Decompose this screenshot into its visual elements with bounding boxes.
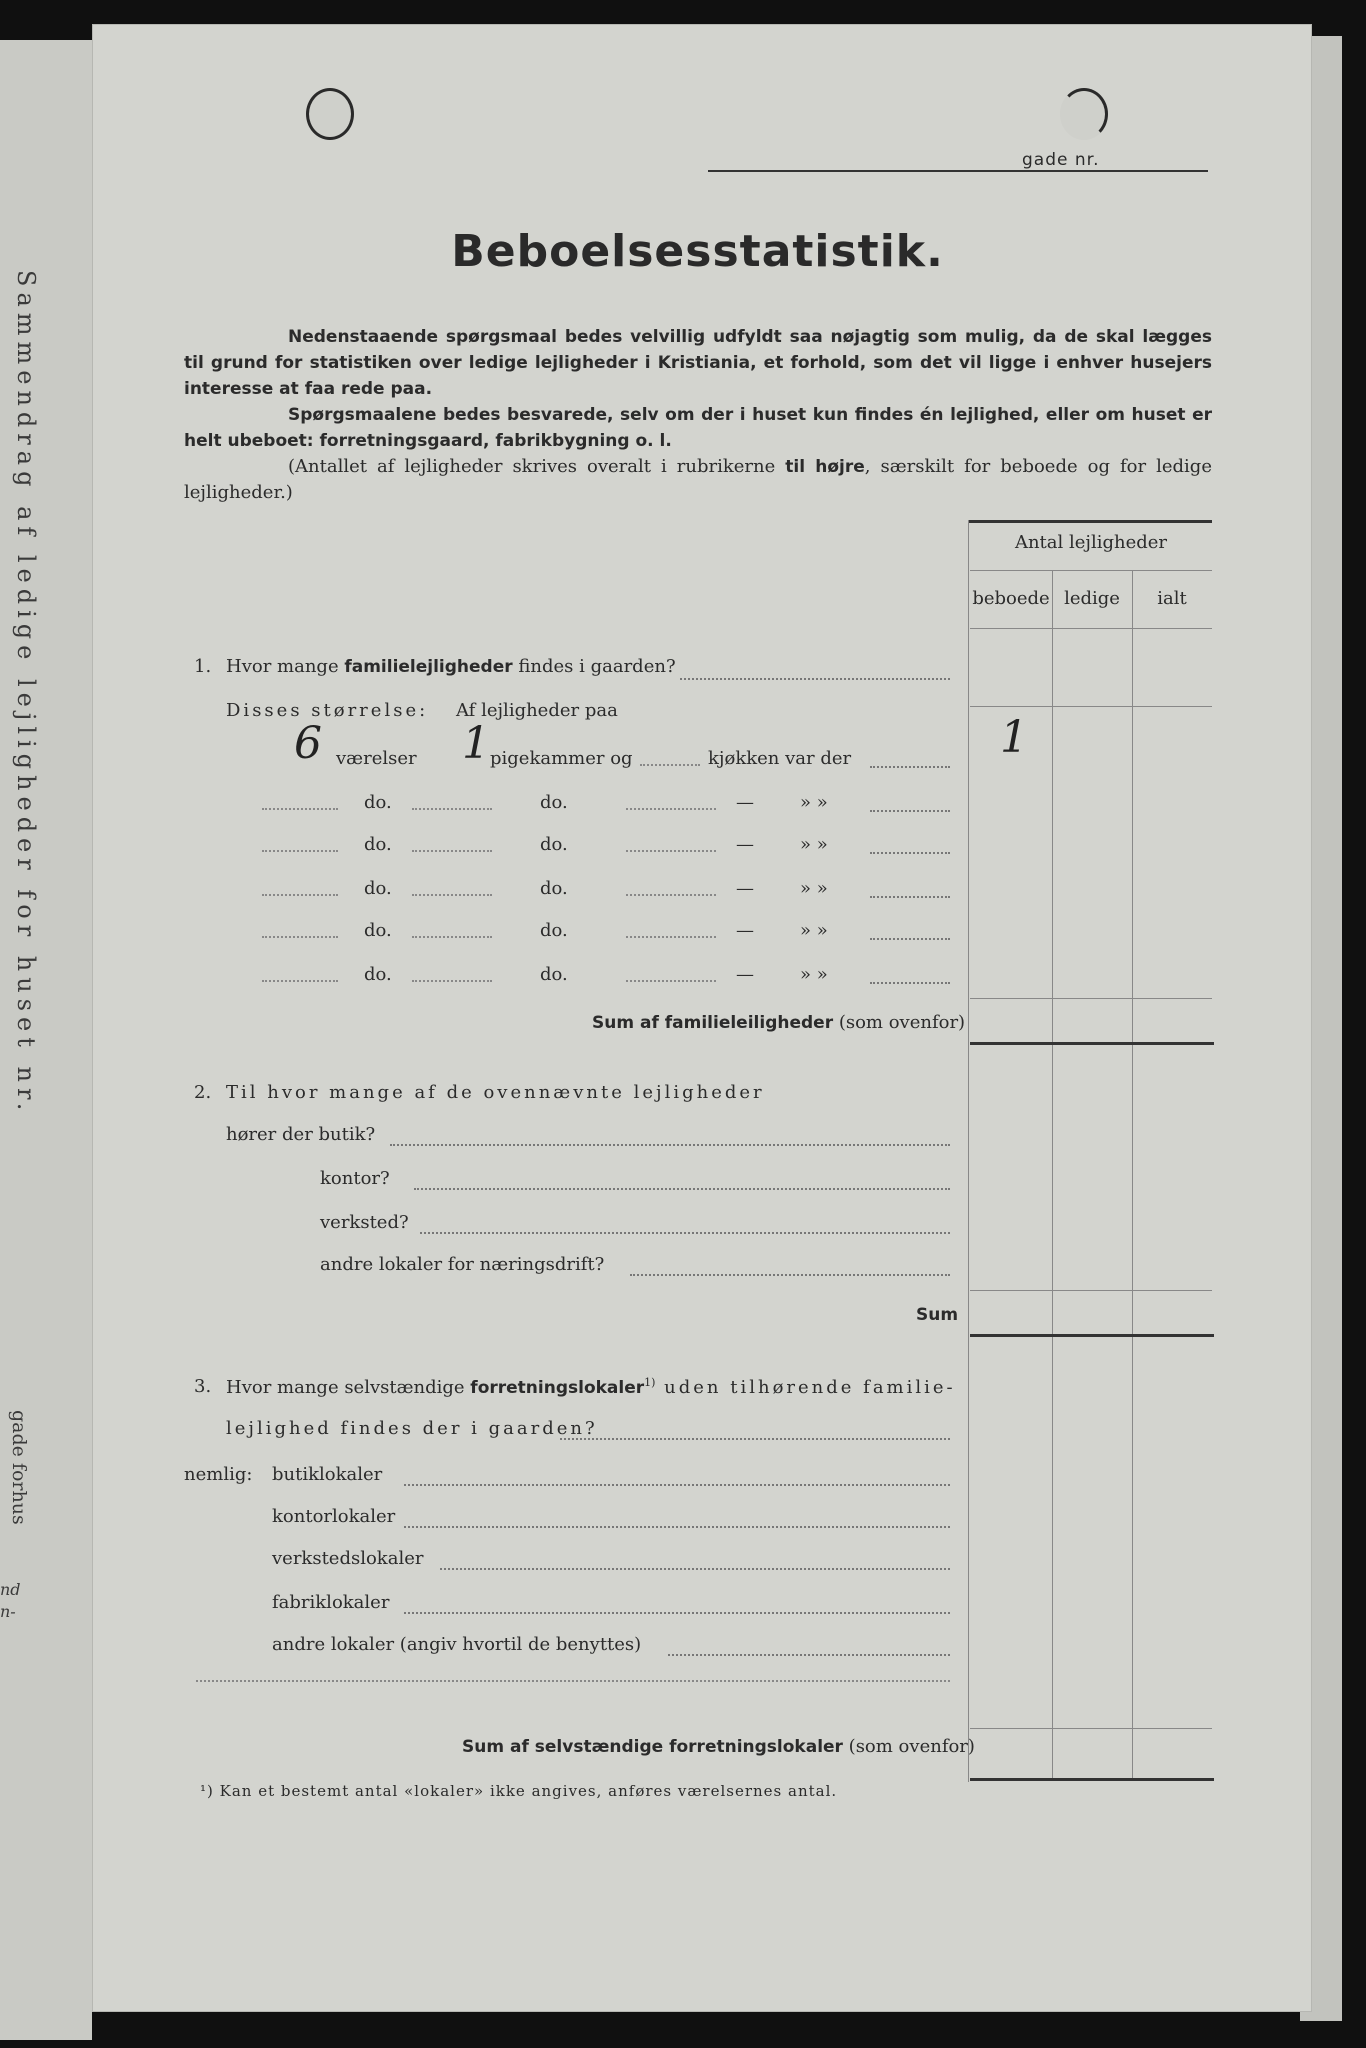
kitchen-field[interactable] <box>626 894 716 896</box>
left-page-vertical-text-2: gade forhus <box>8 1410 30 1525</box>
q1-rooms-label: værelser <box>336 748 417 769</box>
table-sum-rule <box>970 1042 1214 1045</box>
leader-dots <box>440 1568 950 1570</box>
q3-item-butiklokaler: butiklokaler <box>272 1464 383 1485</box>
kitchen-field[interactable] <box>626 936 716 938</box>
q1-sizes-label-2: Af lejligheder paa <box>456 700 618 721</box>
leader-dots <box>870 938 950 940</box>
intro-paragraph-1: Nedenstaaende spørgsmaal bedes velvillig udfyldt saa nøjagtig som mulig, da de skal lægges til grund for statistiken over ledige lejligheder i Kristiania, et forhold, som det vil ligge i enhver husejers interesse at faa rede paa. <box>184 327 1212 399</box>
kitchen-field[interactable] <box>626 850 716 852</box>
table-rule <box>970 706 1212 707</box>
leader-dots <box>404 1612 950 1614</box>
left-page-fragment: n- <box>0 1602 16 1621</box>
col-header-ialt: ialt <box>1157 588 1187 609</box>
maid-field[interactable] <box>412 850 492 852</box>
ditto-marks: » » <box>800 792 828 813</box>
q1-kitchen-label: kjøkken var der <box>708 748 852 769</box>
q3-item-verkstedslokaler: verkstedslokaler <box>272 1548 424 1569</box>
ditto-marks: » » <box>800 920 828 941</box>
table-top-rule <box>968 520 1212 523</box>
kitchen-field[interactable] <box>640 764 700 766</box>
do-label: do. <box>364 878 392 899</box>
gade-number-field[interactable] <box>708 170 1208 172</box>
dash: — <box>736 834 754 855</box>
q3-item-fabriklokaler: fabriklokaler <box>272 1592 390 1613</box>
table-left-rule <box>968 520 969 1782</box>
q2-sum-label: Sum <box>916 1305 959 1325</box>
do-label: do. <box>540 834 568 855</box>
do-label: do. <box>540 964 568 985</box>
page-title: Beboelsesstatistik. <box>451 226 944 277</box>
punch-hole-right <box>1060 88 1108 140</box>
table-sum-rule <box>970 1334 1214 1337</box>
footnote: ¹) Kan et bestemt antal «lokaler» ikke angives, anføres værelsernes antal. <box>200 1782 838 1800</box>
kitchen-field[interactable] <box>626 980 716 982</box>
q1-text: Hvor mange familielejligheder findes i gaarden? <box>226 656 676 677</box>
ditto-marks: » » <box>800 964 828 985</box>
q1-maid-label: pigekammer og <box>490 748 633 769</box>
maid-field[interactable] <box>412 980 492 982</box>
maid-field[interactable] <box>412 894 492 896</box>
handwritten-maid-rooms[interactable]: 1 <box>462 718 490 769</box>
handwritten-rooms[interactable]: 6 <box>294 718 322 769</box>
leader-dots <box>630 1274 950 1276</box>
table-col-rule <box>1052 570 1053 1780</box>
leader-dots <box>870 982 950 984</box>
leader-dots <box>870 766 950 768</box>
q3-item-kontorlokaler: kontorlokaler <box>272 1506 396 1527</box>
left-page-fragment: nd <box>0 1580 21 1599</box>
table-group-header: Antal lejligheder <box>1014 532 1168 553</box>
maid-field[interactable] <box>412 808 492 810</box>
table-col-rule <box>1132 570 1133 1780</box>
andre-lokaler-field[interactable] <box>196 1680 950 1682</box>
do-label: do. <box>364 920 392 941</box>
maid-field[interactable] <box>412 936 492 938</box>
rooms-field[interactable] <box>262 808 338 810</box>
do-label: do. <box>364 834 392 855</box>
q3-item-andre: andre lokaler (angiv hvortil de benyttes) <box>272 1634 642 1655</box>
intro-paragraph-2: Spørgsmaalene bedes besvarede, selv om der i huset kun findes én lejlighed, eller om huset er helt ubeboet: forretningsgaard, fabrikbygning o. l. <box>184 405 1212 451</box>
table-sum-rule <box>970 1778 1214 1781</box>
leader-dots <box>404 1484 950 1486</box>
q3-text: Hvor mange selvstændige forretningslokaler$^{1)}$ uden tilhørende familie- <box>226 1376 956 1398</box>
q1-sizes-label: Disses størrelse: <box>226 700 429 721</box>
do-label: do. <box>364 964 392 985</box>
dash: — <box>736 920 754 941</box>
leader-dots <box>870 810 950 812</box>
leader-dots <box>870 852 950 854</box>
leader-dots <box>404 1526 950 1528</box>
q3-text-line2: lejlighed findes der i gaarden? <box>226 1418 598 1439</box>
ditto-marks: » » <box>800 878 828 899</box>
rooms-field[interactable] <box>262 980 338 982</box>
leader-dots <box>668 1654 950 1656</box>
dash: — <box>736 878 754 899</box>
q2-number: 2. <box>194 1082 212 1103</box>
do-label: do. <box>364 792 392 813</box>
leader-dots <box>390 1144 950 1146</box>
left-page-edge <box>0 40 92 2040</box>
q2-butik: hører der butik? <box>226 1124 376 1145</box>
table-rule <box>970 1290 1212 1291</box>
leader-dots <box>420 1232 950 1234</box>
q2-text: Til hvor mange af de ovennævnte lejligheder <box>226 1082 765 1103</box>
dash: — <box>736 792 754 813</box>
table-rule <box>970 570 1212 571</box>
do-label: do. <box>540 792 568 813</box>
leader-dots <box>680 678 950 680</box>
dash: — <box>736 964 754 985</box>
intro-paragraph-3: (Antallet af lejligheder skrives overalt i rubrikerne til højre, særskilt for beboede og for ledige lejligheder.) <box>184 456 1212 503</box>
q2-andre: andre lokaler for næringsdrift? <box>320 1254 605 1275</box>
do-label: do. <box>540 920 568 941</box>
rooms-field[interactable] <box>262 850 338 852</box>
handwritten-beboede-count[interactable]: 1 <box>1000 712 1028 763</box>
left-page-vertical-text: Sammendrag af ledige lejligheder for huset nr. <box>12 270 40 1117</box>
punch-hole-left <box>306 88 354 140</box>
gade-label: gade nr. <box>1022 150 1100 170</box>
leader-dots <box>414 1188 950 1190</box>
do-label: do. <box>540 878 568 899</box>
rooms-field[interactable] <box>262 894 338 896</box>
table-rule <box>970 628 1212 629</box>
q2-verksted: verksted? <box>320 1212 409 1233</box>
q3-sum-label: Sum af selvstændige forretningslokaler (som ovenfor) <box>462 1736 975 1757</box>
q1-sum-label: Sum af familieleiligheder (som ovenfor) <box>592 1012 966 1033</box>
leader-dots <box>870 896 950 898</box>
q3-number: 3. <box>194 1376 212 1397</box>
table-rule <box>970 998 1212 999</box>
col-header-ledige: ledige <box>1064 588 1120 609</box>
kitchen-field[interactable] <box>626 808 716 810</box>
q1-number: 1. <box>194 656 212 677</box>
rooms-field[interactable] <box>262 936 338 938</box>
q2-kontor: kontor? <box>320 1168 390 1189</box>
table-rule <box>970 1728 1212 1729</box>
leader-dots <box>560 1438 950 1440</box>
q3-nemlig: nemlig: <box>184 1464 253 1485</box>
col-header-beboede: beboede <box>972 588 1050 609</box>
ditto-marks: » » <box>800 834 828 855</box>
